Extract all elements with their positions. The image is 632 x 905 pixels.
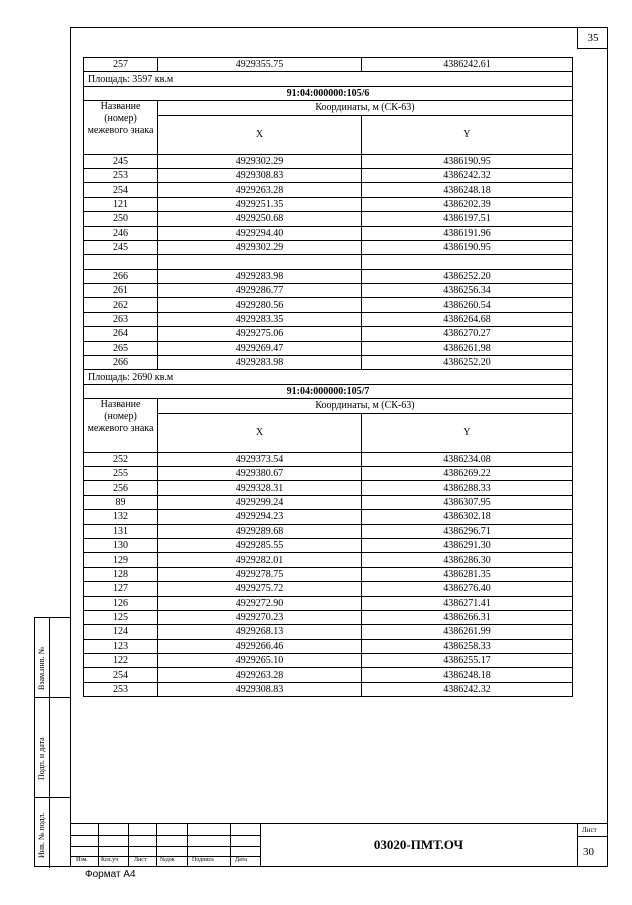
x-coordinate xyxy=(158,255,362,269)
x-coordinate: 4929373.54 xyxy=(158,452,362,466)
x-coordinate: 4929282.01 xyxy=(158,553,362,567)
y-coordinate: 4386271.41 xyxy=(362,596,573,610)
header-point-name: Название (номер) межевого знака xyxy=(84,399,158,452)
y-coordinate: 4386261.99 xyxy=(362,625,573,639)
table-row xyxy=(84,197,573,211)
y-coordinate: 4386296.71 xyxy=(362,524,573,538)
y-coordinate: 4386252.20 xyxy=(362,356,573,370)
x-coordinate: 4929251.35 xyxy=(158,197,362,211)
x-coordinate: 4929270.23 xyxy=(158,610,362,624)
x-coordinate: 4929285.55 xyxy=(158,538,362,552)
sheet-label: Лист xyxy=(582,826,597,834)
x-coordinate: 4929289.68 xyxy=(158,524,362,538)
y-coordinate: 4386264.68 xyxy=(362,312,573,326)
table-row xyxy=(84,582,573,596)
x-coordinate: 4929269.47 xyxy=(158,341,362,355)
x-coordinate: 4929294.23 xyxy=(158,510,362,524)
x-coordinate: 4929266.46 xyxy=(158,639,362,653)
x-coordinate: 4929308.83 xyxy=(158,682,362,696)
stamp-col-kolich: Кол.уч xyxy=(101,857,119,863)
header-row xyxy=(84,399,573,413)
table-row xyxy=(84,240,573,254)
table-row xyxy=(84,553,573,567)
table-row xyxy=(84,567,573,581)
y-coordinate: 4386191.96 xyxy=(362,226,573,240)
plot-cadastral-number: 91:04:000000:105/6 xyxy=(84,86,573,100)
y-coordinate: 4386288.33 xyxy=(362,481,573,495)
x-coordinate: 4929263.28 xyxy=(158,183,362,197)
y-coordinate: 4386281.35 xyxy=(362,567,573,581)
header-row-xy xyxy=(84,413,573,452)
side-stamp xyxy=(34,617,70,867)
point-name: 261 xyxy=(84,284,158,298)
point-name: 246 xyxy=(84,226,158,240)
plot-cadastral-number: 91:04:000000:105/7 xyxy=(84,384,573,398)
point-name: 256 xyxy=(84,481,158,495)
stamp-col-ndoc: №док xyxy=(160,857,175,863)
point-name: 126 xyxy=(84,596,158,610)
stamp-col-list: Лист xyxy=(134,857,147,863)
y-coordinate: 4386252.20 xyxy=(362,269,573,283)
y-coordinate: 4386269.22 xyxy=(362,466,573,480)
area-row xyxy=(84,370,573,384)
x-coordinate: 4929275.06 xyxy=(158,327,362,341)
header-y: Y xyxy=(362,413,573,452)
point-name: 262 xyxy=(84,298,158,312)
table-row xyxy=(84,356,573,370)
y-coordinate: 4386286.30 xyxy=(362,553,573,567)
table-row xyxy=(84,610,573,624)
point-name: 124 xyxy=(84,625,158,639)
y-coordinate: 4386256.34 xyxy=(362,284,573,298)
y-coordinate: 4386258.33 xyxy=(362,639,573,653)
y-coordinate: 4386302.18 xyxy=(362,510,573,524)
point-name: 253 xyxy=(84,168,158,182)
point-name: 257 xyxy=(84,58,158,72)
table-row xyxy=(84,466,573,480)
x-coordinate: 4929280.56 xyxy=(158,298,362,312)
x-coordinate: 4929275.72 xyxy=(158,582,362,596)
header-row xyxy=(84,101,573,115)
x-coordinate: 4929250.68 xyxy=(158,212,362,226)
table-row xyxy=(84,495,573,509)
table-row xyxy=(84,625,573,639)
point-name xyxy=(84,255,158,269)
x-coordinate: 4929308.83 xyxy=(158,168,362,182)
header-x: X xyxy=(158,413,362,452)
header-y: Y xyxy=(362,115,573,154)
x-coordinate: 4929299.24 xyxy=(158,495,362,509)
plot-id-row xyxy=(84,86,573,100)
table-row xyxy=(84,183,573,197)
x-coordinate: 4929283.98 xyxy=(158,269,362,283)
y-coordinate: 4386234.08 xyxy=(362,452,573,466)
point-name: 265 xyxy=(84,341,158,355)
x-coordinate: 4929268.13 xyxy=(158,625,362,639)
table-row xyxy=(84,327,573,341)
x-coordinate: 4929302.29 xyxy=(158,240,362,254)
y-coordinate: 4386291.30 xyxy=(362,538,573,552)
table-row xyxy=(84,269,573,283)
point-name: 263 xyxy=(84,312,158,326)
point-name: 266 xyxy=(84,269,158,283)
table-row xyxy=(84,452,573,466)
coordinates-table xyxy=(83,57,573,697)
table-row xyxy=(84,654,573,668)
x-coordinate: 4929302.29 xyxy=(158,154,362,168)
format-label: Формат А4 xyxy=(85,869,136,880)
table-row xyxy=(84,596,573,610)
coordinates-document xyxy=(83,57,572,697)
x-coordinate: 4929263.28 xyxy=(158,668,362,682)
table-row xyxy=(84,481,573,495)
x-coordinate: 4929286.77 xyxy=(158,284,362,298)
x-coordinate: 4929283.98 xyxy=(158,356,362,370)
y-coordinate: 4386266.31 xyxy=(362,610,573,624)
header-row-xy xyxy=(84,115,573,154)
y-coordinate: 4386248.18 xyxy=(362,183,573,197)
table-row xyxy=(84,58,573,72)
y-coordinate: 4386242.32 xyxy=(362,682,573,696)
y-coordinate: 4386190.95 xyxy=(362,154,573,168)
point-name: 127 xyxy=(84,582,158,596)
point-name: 125 xyxy=(84,610,158,624)
table-row xyxy=(84,298,573,312)
table-row xyxy=(84,312,573,326)
y-coordinate: 4386202.39 xyxy=(362,197,573,211)
table-row xyxy=(84,668,573,682)
side-label-replace: Взам.инв. № xyxy=(37,646,46,690)
table-row xyxy=(84,341,573,355)
point-name: 254 xyxy=(84,183,158,197)
table-row xyxy=(84,538,573,552)
y-coordinate: 4386197.51 xyxy=(362,212,573,226)
point-name: 245 xyxy=(84,154,158,168)
x-coordinate: 4929272.90 xyxy=(158,596,362,610)
y-coordinate: 4386255.17 xyxy=(362,654,573,668)
header-coordinates: Координаты, м (СК-63) xyxy=(158,101,573,115)
point-name: 245 xyxy=(84,240,158,254)
table-row xyxy=(84,154,573,168)
point-name: 250 xyxy=(84,212,158,226)
point-name: 266 xyxy=(84,356,158,370)
header-x: X xyxy=(158,115,362,154)
point-name: 252 xyxy=(84,452,158,466)
point-name: 122 xyxy=(84,654,158,668)
stamp-col-signature: Подпись xyxy=(192,857,215,863)
table-row xyxy=(84,212,573,226)
table-row xyxy=(84,226,573,240)
point-name: 130 xyxy=(84,538,158,552)
point-name: 264 xyxy=(84,327,158,341)
table-row xyxy=(84,682,573,696)
y-coordinate: 4386307.95 xyxy=(362,495,573,509)
point-name: 123 xyxy=(84,639,158,653)
y-coordinate: 4386276.40 xyxy=(362,582,573,596)
x-coordinate: 4929380.67 xyxy=(158,466,362,480)
point-name: 253 xyxy=(84,682,158,696)
x-coordinate: 4929283.35 xyxy=(158,312,362,326)
side-label-inv: Инв. № подл. xyxy=(37,812,46,858)
point-name: 132 xyxy=(84,510,158,524)
point-name: 129 xyxy=(84,553,158,567)
plot-id-row xyxy=(84,384,573,398)
point-name: 255 xyxy=(84,466,158,480)
y-coordinate: 4386248.18 xyxy=(362,668,573,682)
y-coordinate: 4386260.54 xyxy=(362,298,573,312)
table-row xyxy=(84,168,573,182)
stamp-col-date: Дата xyxy=(235,857,247,863)
area-row xyxy=(84,72,573,86)
y-coordinate: 4386190.95 xyxy=(362,240,573,254)
point-name: 128 xyxy=(84,567,158,581)
stamp-col-izm: Изм. xyxy=(76,857,88,863)
x-coordinate: 4929328.31 xyxy=(158,481,362,495)
x-coordinate: 4929265.10 xyxy=(158,654,362,668)
x-coordinate: 4929355.75 xyxy=(158,58,362,72)
area-label: Площадь: 2690 кв.м xyxy=(84,370,573,384)
point-name: 254 xyxy=(84,668,158,682)
header-point-name: Название (номер) межевого знака xyxy=(84,101,158,154)
document-code: 03020-ПМТ.ОЧ xyxy=(373,837,464,852)
table-row xyxy=(84,510,573,524)
y-coordinate: 4386242.61 xyxy=(362,58,573,72)
point-name: 131 xyxy=(84,524,158,538)
point-name: 89 xyxy=(84,495,158,509)
header-coordinates: Координаты, м (СК-63) xyxy=(158,399,573,413)
table-row xyxy=(84,255,573,269)
y-coordinate: 4386242.32 xyxy=(362,168,573,182)
x-coordinate: 4929278.75 xyxy=(158,567,362,581)
point-name: 121 xyxy=(84,197,158,211)
y-coordinate: 4386270.27 xyxy=(362,327,573,341)
top-sheet-number: 35 xyxy=(577,27,608,49)
table-row xyxy=(84,284,573,298)
x-coordinate: 4929294.40 xyxy=(158,226,362,240)
table-row xyxy=(84,524,573,538)
table-row xyxy=(84,639,573,653)
coordinates-table-body xyxy=(84,58,573,697)
y-coordinate xyxy=(362,255,573,269)
sheet-number: 30 xyxy=(583,846,594,858)
side-label-sign-date: Подп. и дата xyxy=(37,737,46,780)
y-coordinate: 4386261.98 xyxy=(362,341,573,355)
area-label: Площадь: 3597 кв.м xyxy=(84,72,573,86)
